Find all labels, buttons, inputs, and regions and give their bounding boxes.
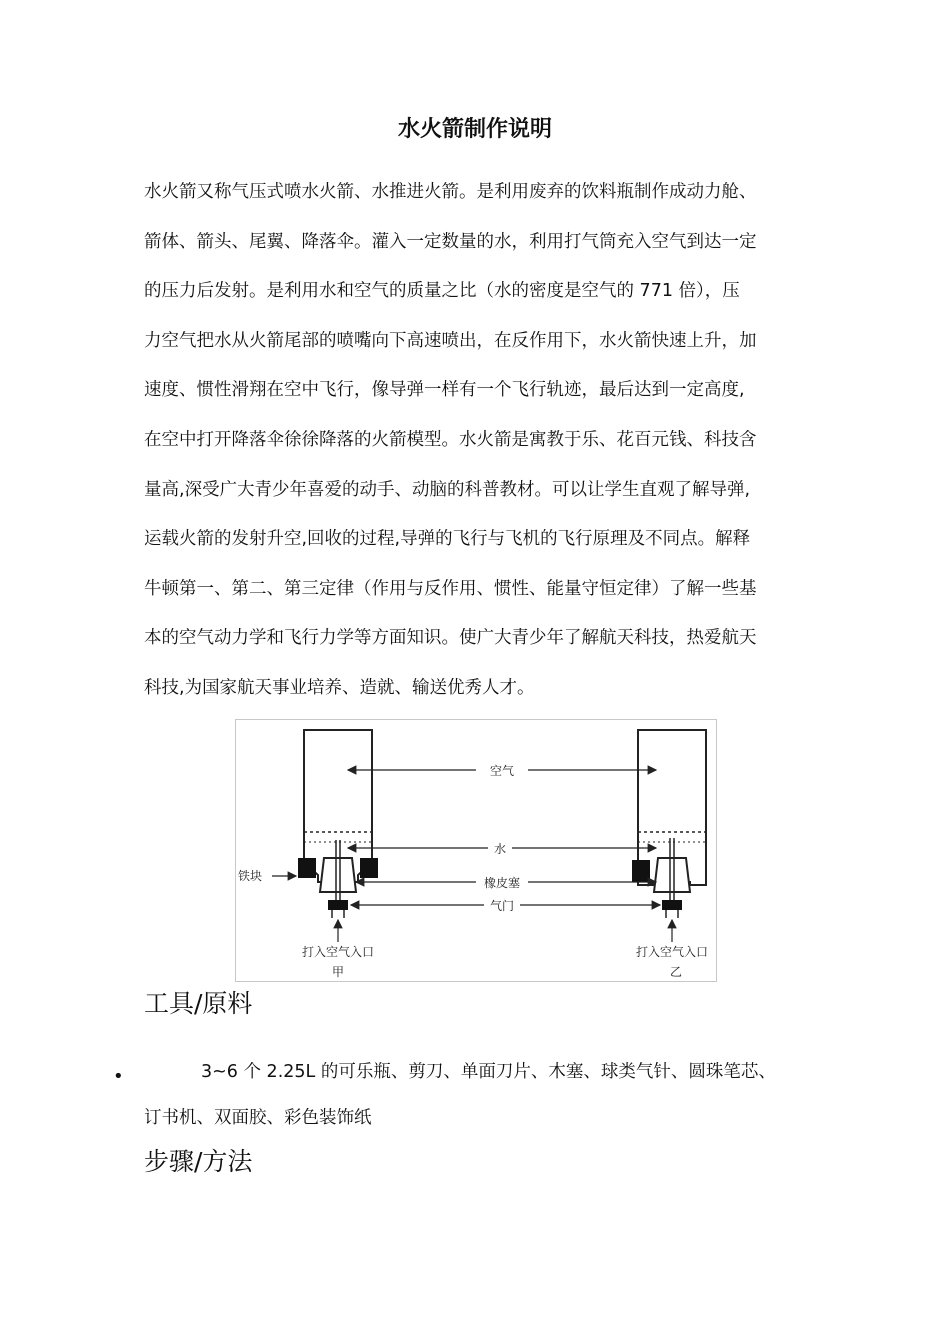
- label-water: 水: [493, 842, 507, 856]
- intro-line: 量高,深受广大青少年喜爱的动手、动脑的科普教材。可以让学生直观了解导弹,: [144, 479, 751, 500]
- tools-line-1: 3~6 个 2.25L 的可乐瓶、剪刀、单面刀片、木塞、球类气针、圆珠笔芯、: [201, 1062, 776, 1082]
- bottle-right: [632, 730, 706, 918]
- steps-heading: 步骤/方法: [144, 1147, 253, 1176]
- label-b: 乙: [669, 965, 683, 979]
- water-rocket-diagram: [235, 719, 717, 982]
- intro-line: 在空中打开降落伞徐徐降落的火箭模型。水火箭是寓教于乐、花百元钱、科技含: [144, 429, 757, 450]
- label-a: 甲: [331, 965, 345, 979]
- label-rubber-stopper: 橡皮塞: [483, 876, 521, 890]
- intro-line: 运载火箭的发射升空,回收的过程,导弹的飞行与飞机的飞行原理及不同点。解释: [144, 529, 751, 550]
- label-inlet-right: 打入空气入口: [635, 945, 709, 959]
- document-title: 水火箭制作说明: [397, 117, 552, 142]
- label-valve: 气门: [489, 899, 515, 913]
- label-iron: 铁块: [238, 869, 263, 883]
- bottle-left: [298, 730, 378, 918]
- intro-paragraph: [144, 168, 809, 714]
- label-inlet-left: 打入空气入口: [301, 945, 375, 959]
- intro-line: 速度、惯性滑翔在空中飞行，像导弹一样有一个飞行轨迹，最后达到一定高度,: [144, 380, 745, 401]
- tools-heading: 工具/原料: [144, 989, 253, 1018]
- intro-line: 箭体、箭头、尾翼、降落伞。灌入一定数量的水，利用打气筒充入空气到达一定: [144, 231, 757, 252]
- intro-line: 牛顿第一、第二、第三定律（作用与反作用、惯性、能量守恒定律）了解一些基: [144, 578, 757, 599]
- intro-line: 水火箭又称气压式喷水火箭、水推进火箭。是利用废弃的饮料瓶制作成动力舱、: [144, 182, 757, 202]
- list-bullet: •: [113, 1066, 124, 1087]
- intro-line: 力空气把水从火箭尾部的喷嘴向下高速喷出，在反作用下，水火箭快速上升，加: [144, 330, 757, 351]
- intro-line: 科技,为国家航天事业培养、造就、输送优秀人才。: [144, 677, 535, 698]
- tools-line-2: 订书机、双面胶、彩色装饰纸: [144, 1108, 372, 1128]
- intro-line: 的压力后发射。是利用水和空气的质量之比（水的密度是空气的 771 倍），压: [144, 281, 740, 302]
- intro-line: 本的空气动力学和飞行力学等方面知识。使广大青少年了解航天科技，热爱航天: [144, 628, 757, 649]
- label-air: 空气: [489, 764, 515, 778]
